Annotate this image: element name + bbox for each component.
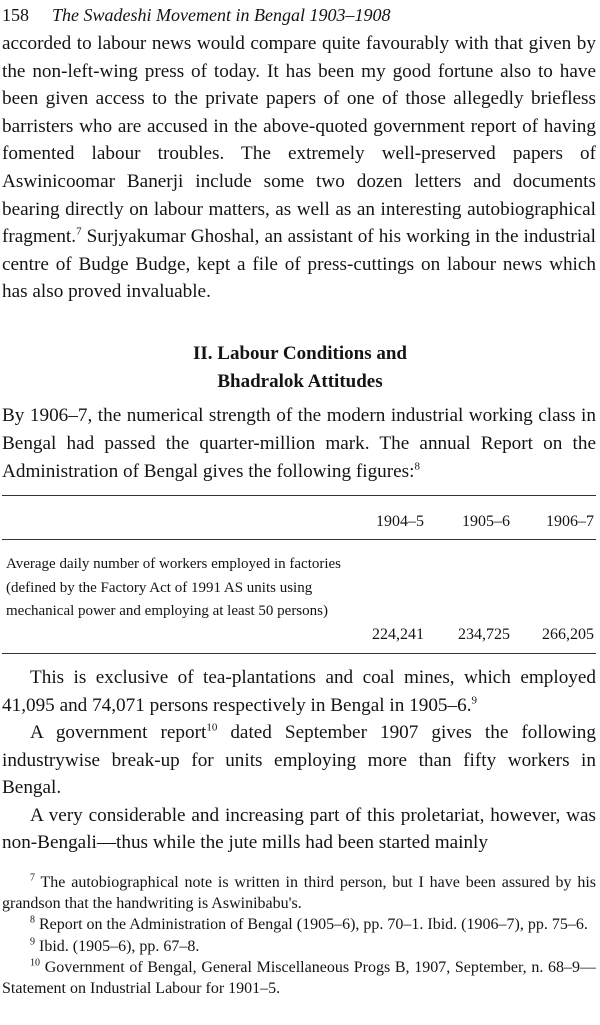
table-cell-1906-7: 266,205 [542, 626, 594, 643]
statistics-paragraph [2, 402, 596, 486]
footnote-8 [2, 914, 596, 935]
column-header-1905-6: 1905–6 [462, 513, 510, 530]
footnote-number-8: 8 [30, 915, 35, 927]
paragraph-exclusions-text: This is exclusive of tea-plantations and coal mines, which employed 41,095 and 74,071 persons respectively in Bengal in 1905–6. [2, 667, 596, 716]
after-table-paragraphs [2, 664, 596, 857]
footnote-text-7: The autobiographical note is written in third person, but I have been assured by his grandson that the handwriting is Aswinibabu's. [2, 874, 596, 913]
section-heading-line1: II. Labour Conditions and [192, 343, 408, 364]
section-heading [0, 340, 600, 396]
footnote-ref-9[interactable]: 9 [471, 694, 477, 707]
table-cell-1904-5: 224,241 [372, 626, 424, 643]
footnote-text-10: Government of Bengal, General Miscellaneous Progs B, 1907, September, n. 68–9—Statement on Industrial Labour for 1901–5. [2, 958, 597, 998]
intro-text-b: Surjyakumar Ghoshal, an assistant of his working in the industrial centre of Budge Budge, kept a file of press-cuttings on labour news which has also proved invaluable. [2, 226, 596, 303]
paragraph-exclusions [2, 664, 596, 719]
paragraph-proletariat: A very considerable and increasing part of this proletariat, however, was non-Bengali—thus while the jute mills had been started mainly [2, 804, 596, 853]
footnote-number-10: 10 [30, 957, 40, 969]
footnote-number-9: 9 [30, 936, 35, 948]
intro-paragraph [2, 30, 596, 306]
footnote-ref-7[interactable]: 7 [76, 225, 82, 238]
intro-text-a: accorded to labour news would compare quite favourably with that given by the non-left-wing press of today. It has been my good fortune also to have been given access to the private papers of one of those allegedly briefless barristers who are accused in the above-quoted government report of having fomented labour troubles. The extremely well-preserved papers of Aswinicoomar Banerji include some two dozen letters and documents bearing directly on labour matters, as well as an interesting autobiographical fragment. [2, 33, 596, 248]
column-header-1906-7: 1906–7 [546, 513, 594, 530]
footnote-7 [2, 872, 596, 914]
footnote-10 [2, 957, 596, 999]
table-row [2, 553, 596, 648]
table-top-rule [2, 495, 596, 496]
paragraph-report-text-a: A government report [30, 722, 207, 743]
footnote-text-8: Report on the Administration of Bengal (1905–6), pp. 70–1. Ibid. (1906–7), pp. 75–6. [39, 916, 588, 934]
column-header-1904-5: 1904–5 [376, 513, 424, 530]
table-row-label: Average daily number of workers employed in factories (defined by the Factory Act of 1991 AS units using mechanical power and employing at least 50 persons) [6, 556, 342, 619]
para2-text: By 1906–7, the numerical strength of the modern industrial working class in Bengal had passed the quarter-million mark. The annual Report on the Administration of Bengal gives the following figures: [2, 405, 596, 482]
footnote-9 [2, 936, 596, 957]
paragraph-government-report [2, 719, 596, 802]
footnote-number-7: 7 [30, 872, 35, 884]
paragraph-report-text-b: dated September 1907 gives the following industrywise break-up for units employing more than fifty workers in Bengal. [2, 722, 596, 798]
page-number: 158 [2, 5, 29, 25]
footnote-ref-10[interactable]: 10 [206, 721, 218, 734]
table-header-rule [2, 539, 596, 540]
running-title: The Swadeshi Movement in Bengal 1903–1908 [52, 5, 391, 25]
table-bottom-rule [2, 653, 596, 654]
running-header [2, 2, 592, 30]
section-heading-line2: Bhadralok Attitudes [217, 371, 383, 392]
footnote-ref-8[interactable]: 8 [414, 460, 420, 473]
footnotes [2, 872, 596, 999]
table-cell-1905-6: 234,725 [458, 626, 510, 643]
footnote-text-9: Ibid. (1905–6), pp. 67–8. [39, 937, 200, 955]
